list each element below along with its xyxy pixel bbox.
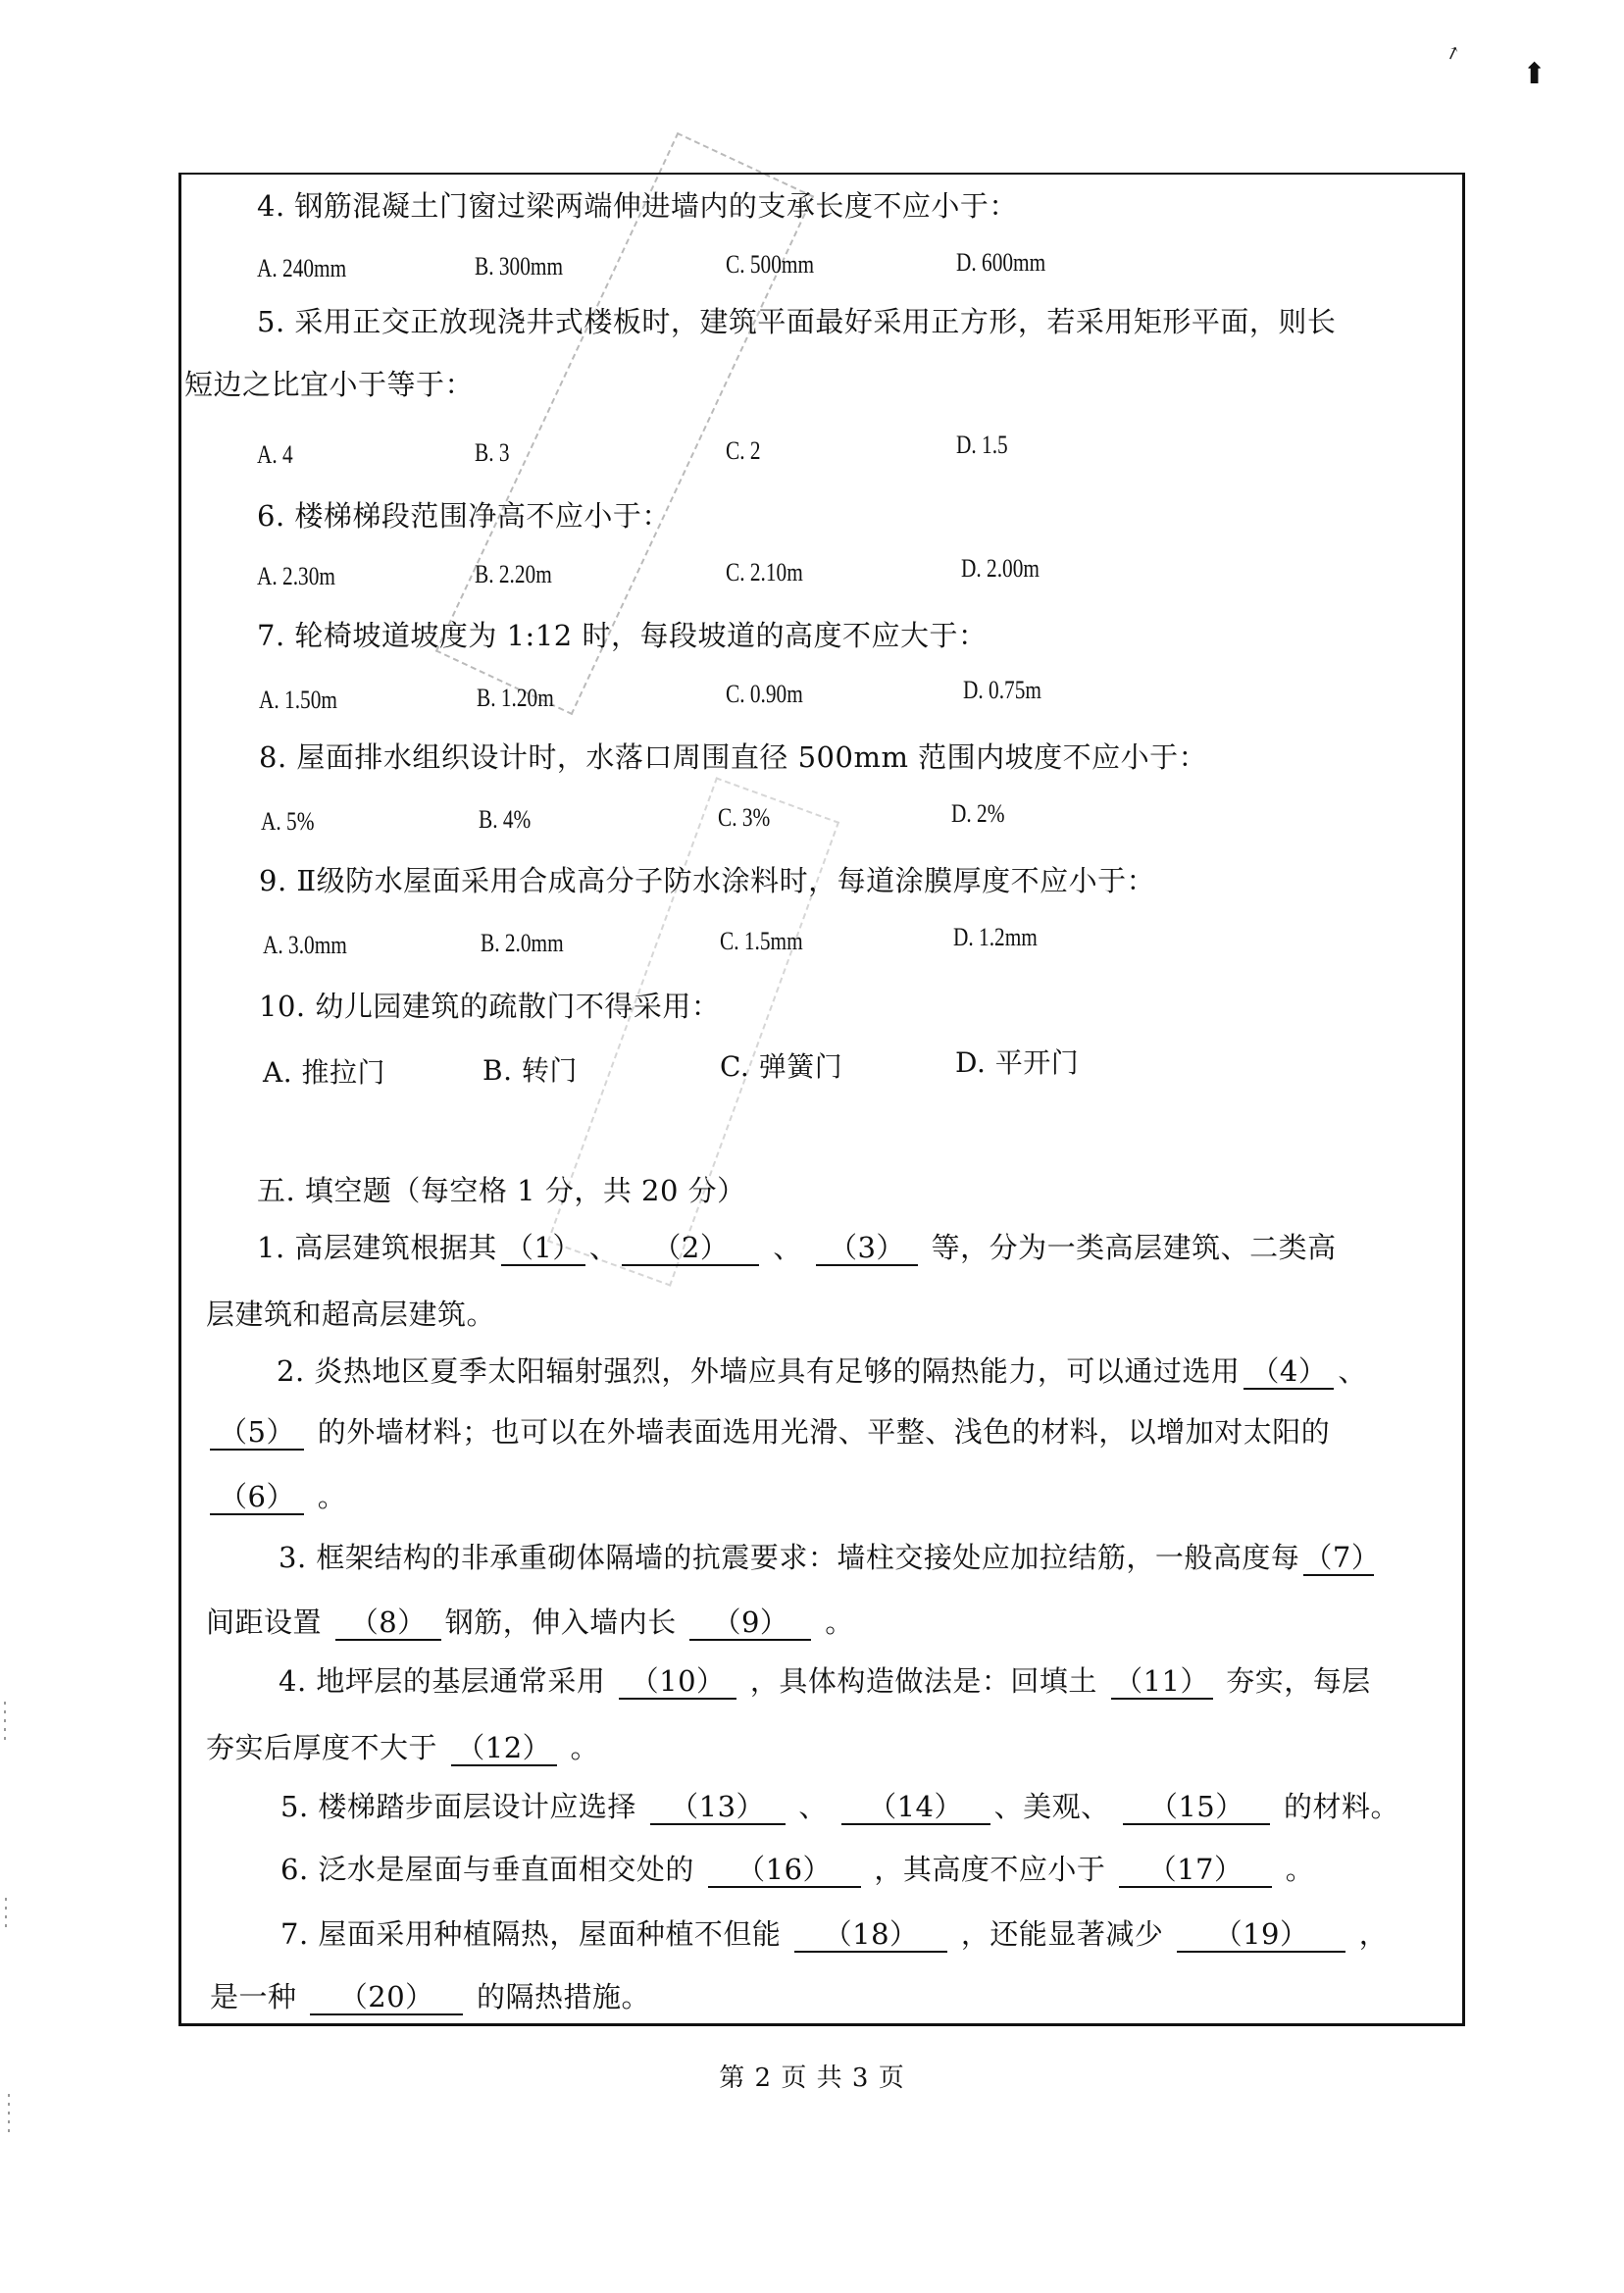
question-6: 6. 楼梯梯段范围净高不应小于： <box>257 499 671 533</box>
separator: 、 <box>1338 1354 1367 1388</box>
blank-2[interactable]: （2） <box>622 1231 759 1266</box>
text: 间距设置 <box>206 1605 323 1639</box>
blank-19[interactable]: （19） <box>1177 1917 1345 1953</box>
option-4c: C. 500mm <box>726 250 815 279</box>
fill-question-4 <box>279 1661 1371 1701</box>
fill-question-1 <box>257 1228 1337 1267</box>
option-6b: B. 2.20m <box>475 560 552 588</box>
text: 、美观、 <box>993 1790 1110 1823</box>
option-8d: D. 2% <box>951 799 1005 828</box>
fill-question-3 <box>279 1538 1381 1577</box>
fill-question-1-cont: 层建筑和超高层建筑。 <box>206 1298 496 1331</box>
option-10b: B. 转门 <box>482 1054 578 1087</box>
section-title-fill-in: 五. 填空题（每空格 1 分，共 20 分） <box>257 1174 746 1207</box>
text: 6. 泛水是屋面与垂直面相交处的 <box>280 1853 694 1886</box>
blank-16[interactable]: （16） <box>708 1853 861 1888</box>
blank-12[interactable]: （12） <box>451 1731 557 1766</box>
text: 的隔热措施。 <box>476 1980 650 2013</box>
scan-noise <box>5 1898 7 1927</box>
text: 是一种 <box>210 1980 297 2013</box>
text: 的材料。 <box>1284 1790 1400 1823</box>
question-4: 4. 钢筋混凝土门窗过梁两端伸进墙内的支承长度不应小于： <box>257 189 1018 223</box>
text: 1. 高层建筑根据其 <box>257 1231 497 1264</box>
text: 夯实，每层 <box>1226 1664 1371 1698</box>
option-10a: A. 推拉门 <box>263 1056 386 1089</box>
blank-18[interactable]: （18） <box>794 1917 947 1953</box>
option-8a: A. 5% <box>261 807 315 836</box>
option-4a: A. 240mm <box>257 254 347 282</box>
blank-10[interactable]: （10） <box>619 1664 736 1700</box>
fill-question-7-cont <box>210 1977 650 2016</box>
option-5a: A. 4 <box>257 440 293 469</box>
separator: 、 <box>773 1231 802 1264</box>
scan-noise <box>8 2094 10 2133</box>
separator: 、 <box>588 1231 619 1264</box>
fill-question-5 <box>280 1787 1399 1826</box>
period: 。 <box>570 1731 599 1764</box>
blank-14[interactable]: （14） <box>841 1790 990 1825</box>
option-7b: B. 1.20m <box>477 684 554 712</box>
question-7: 7. 轮椅坡道坡度为 1:12 时，每段坡道的高度不应大于： <box>257 619 988 652</box>
text: ，具体构造做法是：回填土 <box>749 1664 1097 1698</box>
fill-question-2-cont <box>210 1412 1330 1452</box>
option-4b: B. 300mm <box>475 252 564 280</box>
question-5-cont: 短边之比宜小于等于： <box>184 368 475 401</box>
blank-20[interactable]: （20） <box>310 1980 463 2015</box>
blank-4[interactable]: （4） <box>1243 1354 1334 1390</box>
option-9d: D. 1.2mm <box>953 923 1038 951</box>
blank-8[interactable]: （8） <box>335 1605 441 1641</box>
scan-noise <box>4 1702 6 1741</box>
blank-3[interactable]: （3） <box>816 1231 918 1266</box>
option-8c: C. 3% <box>718 803 771 832</box>
blank-17[interactable]: （17） <box>1119 1853 1272 1888</box>
text: 7. 屋面采用种植隔热，屋面种植不但能 <box>280 1917 782 1951</box>
fill-question-4-cont <box>206 1728 599 1767</box>
blank-15[interactable]: （15） <box>1123 1790 1270 1825</box>
period: 。 <box>317 1480 347 1513</box>
text: 2. 炎热地区夏季太阳辐射强烈，外墙应具有足够的隔热能力，可以通过选用 <box>277 1354 1241 1388</box>
option-5d: D. 1.5 <box>956 431 1008 459</box>
text: 钢筋，伸入墙内长 <box>444 1605 677 1639</box>
fill-question-2 <box>277 1351 1367 1391</box>
blank-11[interactable]: （11） <box>1111 1664 1213 1700</box>
fill-question-7 <box>280 1914 1388 1954</box>
option-8b: B. 4% <box>479 805 532 834</box>
text: ，还能显著减少 <box>960 1917 1164 1951</box>
option-7d: D. 0.75m <box>963 676 1041 704</box>
text: 的外墙材料；也可以在外墙表面选用光滑、平整、浅色的材料，以增加对太阳的 <box>317 1415 1331 1449</box>
text: ，其高度不应小于 <box>874 1853 1106 1886</box>
blank-6[interactable]: （6） <box>210 1480 304 1515</box>
question-9: 9. Ⅱ级防水屋面采用合成高分子防水涂料时，每道涂膜厚度不应小于： <box>259 864 1156 897</box>
option-6c: C. 2.10m <box>726 558 803 586</box>
question-8: 8. 屋面排水组织设计时，水落口周围直径 500mm 范围内坡度不应小于： <box>259 740 1208 774</box>
blank-1[interactable]: （1） <box>501 1231 585 1266</box>
blank-9[interactable]: （9） <box>689 1605 811 1641</box>
option-10d: D. 平开门 <box>955 1046 1080 1079</box>
option-9b: B. 2.0mm <box>481 929 564 957</box>
separator: 、 <box>798 1790 828 1823</box>
arrow-large-icon: ⬆ <box>1522 57 1548 91</box>
text: 4. 地坪层的基层通常采用 <box>279 1664 606 1698</box>
question-10: 10. 幼儿园建筑的疏散门不得采用： <box>259 990 721 1023</box>
option-4d: D. 600mm <box>956 248 1046 277</box>
option-9a: A. 3.0mm <box>263 931 347 959</box>
option-10c: C. 弹簧门 <box>720 1050 843 1083</box>
text: 夯实后厚度不大于 <box>206 1731 438 1764</box>
page-number: 第 2 页 共 3 页 <box>719 2064 905 2093</box>
blank-7[interactable]: （7） <box>1303 1541 1381 1574</box>
option-7c: C. 0.90m <box>726 680 803 708</box>
text: 3. 框架结构的非承重砌体隔墙的抗震要求：墙柱交接处应加拉结筋，一般高度每 <box>279 1541 1300 1574</box>
option-6d: D. 2.00m <box>961 554 1040 583</box>
blank-5[interactable]: （5） <box>210 1415 304 1451</box>
option-6a: A. 2.30m <box>257 562 335 590</box>
blank-13[interactable]: （13） <box>650 1790 786 1825</box>
separator: ， <box>1358 1917 1389 1951</box>
option-9c: C. 1.5mm <box>720 927 803 955</box>
option-5c: C. 2 <box>726 436 761 465</box>
option-5b: B. 3 <box>475 438 510 467</box>
text: 等，分为一类高层建筑、二类高 <box>931 1231 1337 1264</box>
period: 。 <box>825 1605 854 1639</box>
question-5: 5. 采用正交正放现浇井式楼板时，建筑平面最好采用正方形，若采用矩形平面，则长 <box>257 305 1337 338</box>
period: 。 <box>1285 1853 1315 1886</box>
arrow-small-icon: ↗ <box>1442 41 1464 66</box>
fill-question-6 <box>280 1850 1314 1889</box>
fill-question-2-end <box>210 1477 346 1516</box>
fill-question-3-cont <box>206 1603 854 1642</box>
option-7a: A. 1.50m <box>259 686 337 714</box>
text: 5. 楼梯踏步面层设计应选择 <box>280 1790 636 1823</box>
